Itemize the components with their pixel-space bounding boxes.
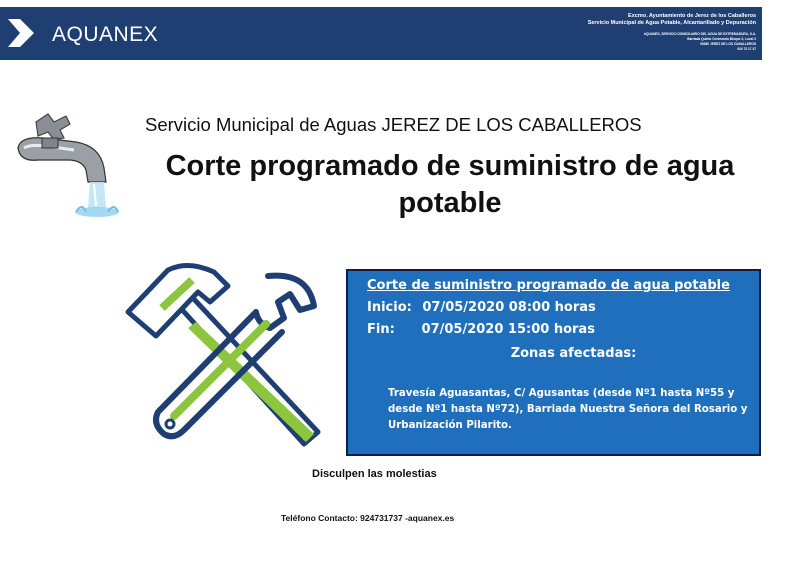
main-title: Corte programado de suministro de agua potable	[165, 150, 735, 219]
header-institution-info	[396, 13, 756, 52]
outage-heading: Corte de suministro programado de agua potable	[367, 278, 730, 293]
outage-start-row	[367, 300, 596, 315]
company-address: Barriada Quinto Centenario Bloque 3, Local 3	[687, 37, 756, 41]
apology-text: Disculpen las molestias	[312, 468, 437, 480]
institution-name: Excmo. Ayuntamiento de Jerez de los Caballeros	[628, 13, 756, 19]
header-band	[0, 7, 762, 60]
contact-text: Teléfono Contacto: 924731737 -aquanex.es	[281, 513, 455, 523]
aquanex-chevron-icon	[8, 19, 34, 47]
brand-logo-text: AQUANEX	[52, 23, 159, 46]
hammer-wrench-icon	[118, 262, 328, 452]
company-city: 06380 JEREZ DE LOS CABALLEROS	[700, 42, 756, 46]
end-value: 07/05/2020 15:00 horas	[421, 322, 595, 337]
end-label: Fin:	[367, 322, 395, 337]
start-label: Inicio:	[367, 300, 412, 315]
service-title: Servicio Municipal de Aguas JEREZ DE LOS CABALLEROS	[145, 114, 642, 135]
zones-heading: Zonas afectadas:	[510, 346, 637, 361]
water-faucet-icon	[14, 108, 122, 220]
start-value: 07/05/2020 08:00 horas	[422, 300, 596, 315]
outage-info-box	[346, 269, 761, 456]
zones-text: Travesía Aguasantas, C/ Agusantas (desde Nº1 hasta Nº55 y desde Nº1 hasta Nº72), Barriada Nuestra Señora del Rosario y Urbanización Pilarito.	[388, 388, 748, 431]
company-name: AQUANEX, SERVICIO DOMICILIARIO DEL AGUA DE EXTREMADURA, S.A.	[643, 32, 756, 36]
company-phone: 924 73 17 37	[737, 47, 756, 51]
outage-end-row	[367, 322, 595, 337]
service-name: Servicio Municipal de Agua Potable, Alcantarillado y Depuración	[587, 20, 756, 26]
